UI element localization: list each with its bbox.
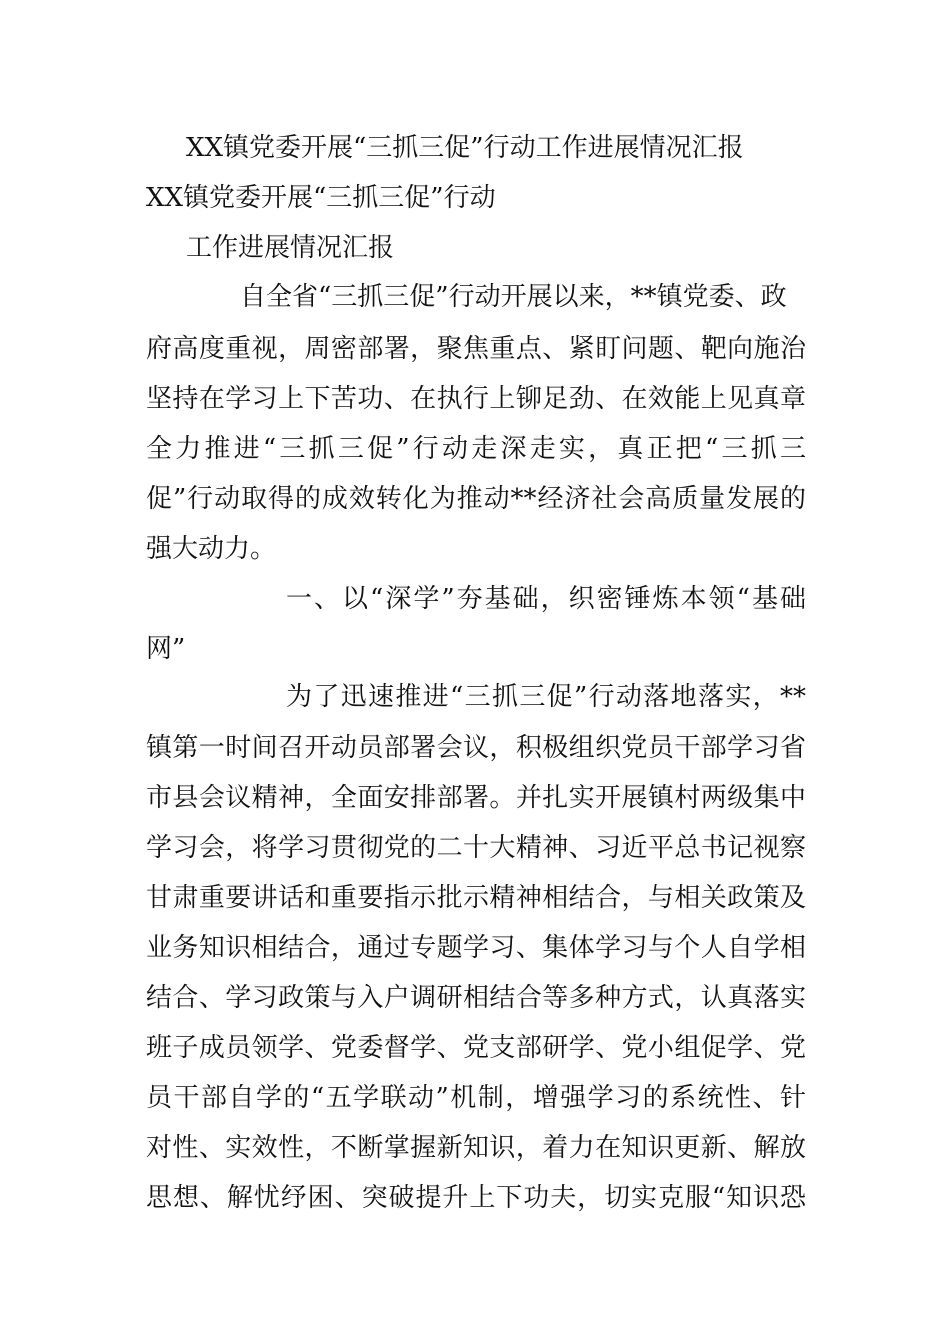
section-1-title-line-2: 网” [146,634,186,664]
section-1-body-line-5: 甘肃重要讲话和重要指示批示精神相结合，与相关政策及 [146,883,806,913]
intro-line-6: 强大动力。 [146,534,277,564]
intro-line-4: 全力推进“三抓三促”行动走深走实，真正把“三抓三 [146,434,806,464]
section-1-body-line-2: 镇第一时间召开动员部署会议，积极组织党员干部学习省 [146,733,806,763]
section-1-body-line-8: 班子成员领学、党委督学、党支部研学、党小组促学、党 [146,1033,806,1063]
section-1-title-line-1: 一、以“深学”夯基础，织密锤炼本领“基础 [286,584,806,614]
section-1-body-line-11: 思想、解忧纾困、突破提升上下功夫，切实克服“知识恐 [146,1183,806,1213]
section-1-body-line-6: 业务知识相结合，通过专题学习、集体学习与个人自学相 [146,933,806,963]
intro-line-3: 坚持在学习上下苦功、在执行上铆足劲、在效能上见真章 [146,384,806,414]
section-1-body-line-9: 员干部自学的“五学联动”机制，增强学习的系统性、针 [146,1083,806,1113]
heading-line-2: 工作进展情况汇报 [186,233,395,263]
heading-line-1: XX镇党委开展“三抓三促”行动 [146,183,496,213]
section-1-body-line-10: 对性、实效性，不断掌握新知识，着力在知识更新、解放 [146,1133,806,1163]
section-1-body-line-3: 市县会议精神，全面安排部署。并扎实开展镇村两级集中 [146,783,806,813]
section-1-body-line-7: 结合、学习政策与入户调研相结合等多种方式，认真落实 [146,983,806,1013]
intro-line-2: 府高度重视，周密部署，聚焦重点、紧盯问题、靶向施治 [146,334,806,364]
document-title: XX镇党委开展“三抓三促”行动工作进展情况汇报 [186,133,744,163]
intro-line-1: 自全省“三抓三促”行动开展以来，**镇党委、政 [240,282,787,312]
section-1-body-line-4: 学习会，将学习贯彻党的二十大精神、习近平总书记视察 [146,833,806,863]
section-1-body-line-1: 为了迅速推进“三抓三促”行动落地落实，** [286,682,806,712]
intro-line-5: 促”行动取得的成效转化为推动**经济社会高质量发展的 [146,484,806,514]
